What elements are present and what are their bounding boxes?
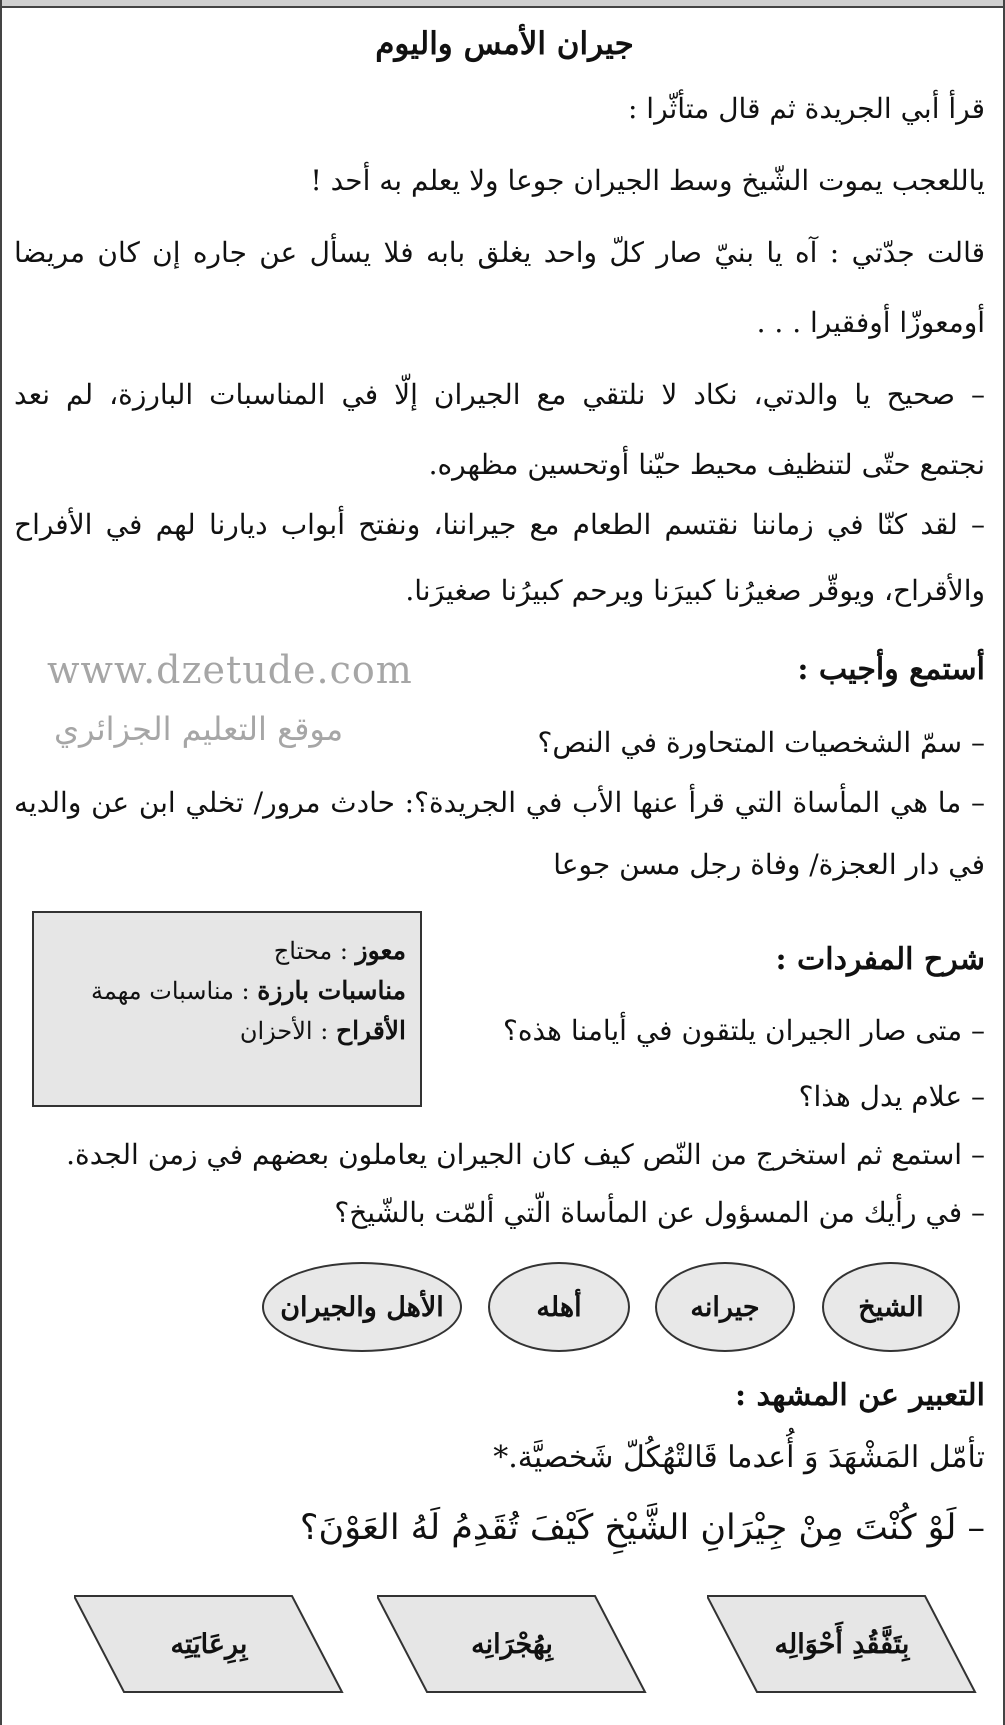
- vocabulary-box: [32, 911, 422, 1107]
- watermark-site: موقع التعليم الجزائري: [54, 710, 344, 748]
- listen-question-2: – ما هي المأساة التي قرأ عنها الأب في الجريدة؟: حادث مرور/ تخلي ابن عن والديه: [14, 786, 985, 819]
- vocab-entry-2: [48, 971, 406, 1011]
- expression-heading: التعبير عن المشهد :: [735, 1378, 985, 1413]
- text-line-7: – لقد كنّا في زماننا نقتسم الطعام مع جيراننا، ونفتح أبواب ديارنا لهم في الأفراح: [14, 508, 985, 541]
- listen-heading: أستمع وأجيب :: [797, 652, 985, 687]
- page-title: جيران الأمس واليوم: [375, 26, 634, 62]
- vocab-definition: : الأحزان: [239, 1017, 336, 1045]
- listen-question-2-cont: في دار العجزة/ وفاة رجل مسن جوعا: [553, 848, 985, 881]
- listen-question-1: – سمّ الشخصيات المتحاورة في النص؟: [537, 726, 985, 759]
- text-line-1: قرأ أبي الجريدة ثم قال متأثّرا :: [627, 92, 985, 125]
- vocab-term: الأقراح: [335, 1016, 406, 1045]
- option-oval[interactable]: الشيخ: [822, 1262, 960, 1352]
- watermark-url: www.dzetude.com: [47, 648, 413, 692]
- vocab-definition: : محتاج: [273, 937, 356, 965]
- text-line-2: ياللعجب يموت الشّيخ وسط الجيران جوعا ولا يعلم به أحد !: [310, 164, 985, 197]
- answer-label: بِرِعَايَتِه: [170, 1628, 248, 1660]
- text-line-3: قالت جدّتي : آه يا بنيّ صار كلّ واحد يغلق بابه فلا يسأل عن جاره إن كان مريضا: [14, 236, 985, 269]
- option-oval[interactable]: أهله: [488, 1262, 630, 1352]
- answer-options: [262, 1262, 962, 1352]
- answer-parallelogram[interactable]: [377, 1594, 647, 1694]
- text-line-8: والأقراح، ويوقّر صغيرُنا كبيرَنا ويرحم كبيرُنا صغيرَنا.: [405, 574, 985, 607]
- option-oval[interactable]: جيرانه: [655, 1262, 795, 1352]
- text-line-4: أومعوزّا أوفقيرا . . .: [756, 306, 985, 339]
- vocab-question-4: – في رأيك من المسؤول عن المأساة الّتي ألمّت بالشّيخ؟: [334, 1196, 985, 1229]
- vocab-question-2: – علام يدل هذا؟: [798, 1080, 985, 1113]
- vocab-entry-3: [48, 1011, 406, 1051]
- text-line-5: – صحيح يا والدتي، نكاد لا نلتقي مع الجيران إلّا في المناسبات البارزة، لم نعد: [14, 378, 985, 411]
- vocab-definition: : مناسبات مهمة: [90, 977, 258, 1005]
- answer-parallelogram[interactable]: [707, 1594, 977, 1694]
- answer-parallelogram[interactable]: [74, 1594, 344, 1694]
- top-border: [2, 0, 1003, 8]
- expression-question: – لَوْ كُنْتَ مِنْ جِيْرَانِ الشَّيْخِ كَيْفَ تُقَدِمُ لَهُ العَوْنَ؟: [299, 1508, 985, 1548]
- expression-instruction: تأمّل المَشْهَدَ وَ أُعدما قَالتْهُكُلّ شَخصيَّة.*: [493, 1440, 985, 1475]
- vocab-term: مناسبات بارزة: [257, 976, 406, 1005]
- vocab-question-3: – استمع ثم استخرج من النّص كيف كان الجيران يعاملون بعضهم في زمن الجدة.: [66, 1138, 985, 1171]
- vocab-entry-1: [48, 931, 406, 971]
- vocab-term: معوز: [355, 936, 406, 965]
- answer-label: بِتَفَّقُدِ أَحْوَالِه: [774, 1628, 910, 1660]
- vocab-heading: شرح المفردات :: [775, 942, 985, 977]
- answer-label: بِهُجْرَانِه: [471, 1628, 553, 1660]
- option-oval[interactable]: الأهل والجيران: [262, 1262, 462, 1352]
- vocab-question-1: – متى صار الجيران يلتقون في أيامنا هذه؟: [502, 1014, 985, 1047]
- text-line-6: نجتمع حتّى لتنظيف محيط حيّنا أوتحسين مظهره.: [428, 448, 985, 481]
